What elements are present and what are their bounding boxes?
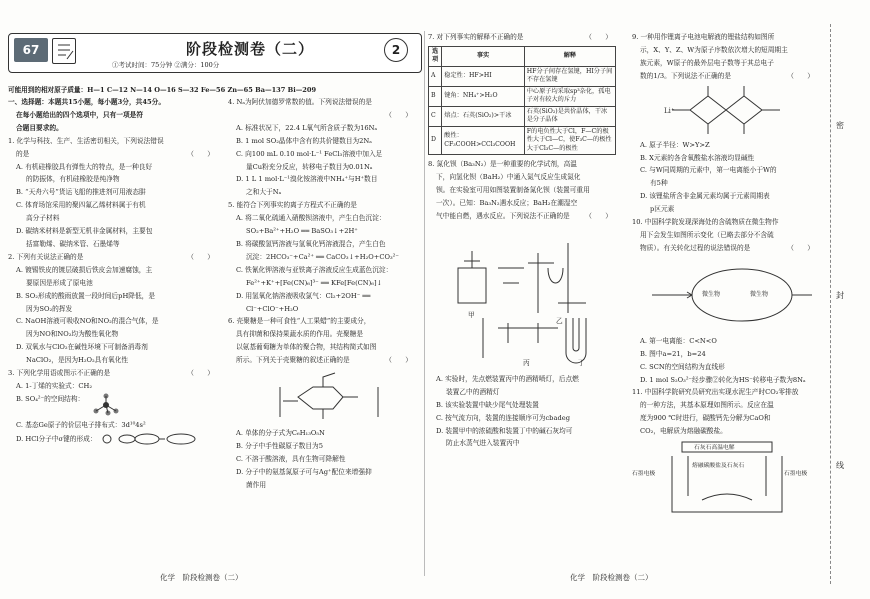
table-cell: 键角：NH₄⁺>H₂O xyxy=(442,86,524,106)
label-cell-left: 石墨电极 xyxy=(632,471,656,478)
exam-meta: ①考试时间：75分钟 ②满分：100分 xyxy=(112,61,220,69)
pen-paper-icon xyxy=(52,38,76,64)
footer-left: 化学 阶段检测卷（二） xyxy=(160,573,243,582)
option-8a: 装置乙中的酒精灯 xyxy=(446,387,500,396)
option-8b: B. 该实验装置中缺少尾气处理装置 xyxy=(436,400,539,409)
option-6b: B. 分子中手性碳原子数目为5 xyxy=(236,441,323,450)
column-1 xyxy=(8,96,220,446)
table-cell: 石英(SiO₂)是共价晶体，干冰是分子晶体 xyxy=(524,106,615,126)
question-11-stem: CO₂，电解质为熔融碳酸盐。 xyxy=(640,427,727,436)
option-1c: 高分子材料 xyxy=(26,214,60,223)
question-8-stem: 钡。在实验室可用如图装置制备氮化钡（装置可重用 xyxy=(436,186,590,195)
option-6c: C. 不溶于酸溶液，具有生物可降解性 xyxy=(236,454,346,463)
option-2d: D. 双氧水与ClO₂在碱性环境下可制备消毒剂 xyxy=(16,343,148,352)
option-2a: 要原因是形成了原电池 xyxy=(26,278,93,287)
label-yi: 乙 xyxy=(556,316,563,325)
question-6-stem: 所示。下列关于壳聚糖的叙述正确的是 （ ） xyxy=(236,356,412,365)
svg-text:Li⁺: Li⁺ xyxy=(664,106,675,115)
option-5c: Fe²⁺+K⁺+[Fe(CN)₆]³⁻ ══ KFe[Fe(CN)₆]↓ xyxy=(246,278,383,287)
option-9d: D. 该锂盐所含非金属元素均属于元素周期表 xyxy=(640,192,770,201)
question-3-stem: 3. 下列化学用语或图示不正确的是 （ ） xyxy=(8,369,214,378)
table-cell: B xyxy=(429,86,442,106)
question-1-stem: 的是 （ ） xyxy=(16,149,214,158)
option-5d: Cl⁻+ClO⁻+H₂O xyxy=(246,304,299,313)
table-row xyxy=(429,66,616,86)
binding-mark-3: 线 xyxy=(836,461,844,470)
binding-mark-1: 密 xyxy=(836,121,844,130)
table-cell: D xyxy=(429,126,442,155)
question-9-stem: 9. 一种用作锂离子电池电解液的锂盐结构如图所 xyxy=(632,33,775,41)
table-cell: HF分子间存在氢键，HI分子间不存在氢键 xyxy=(524,66,615,86)
footer-right: 化学 阶段检测卷（二） xyxy=(570,573,653,582)
option-2d: NaClO₂，是因为H₂O₂具有氧化性 xyxy=(26,356,129,365)
question-5-stem: 5. 能符合下列事实的离子方程式不正确的是 xyxy=(228,201,357,210)
volume-badge: 67 xyxy=(14,38,48,62)
option-4b: B. 1 mol SO₂晶体中含有的共价键数目为2Nₐ xyxy=(236,136,372,145)
question-6-stem: 以氨基葡萄糖为单体的聚合物，其结构简式如图 xyxy=(236,343,377,352)
label-microbe-1: 微生物 xyxy=(702,290,721,298)
section-heading: 一、选择题：本题共15小题，每小题3分，共45分。 xyxy=(8,98,166,106)
table-row xyxy=(429,106,616,126)
table-cell: C xyxy=(429,106,442,126)
table-row xyxy=(429,126,616,155)
option-2a: A. 镀锡铁皮的镀层破损后铁皮会加速腐蚀，主 xyxy=(16,265,153,274)
table-cell: 中心原子均采取sp³杂化，孤电子对有较大的斥力 xyxy=(524,86,615,106)
option-5a: SO₂+Ba²⁺+H₂O ══ BaSO₃↓+2H⁺ xyxy=(246,227,358,236)
apparatus-figure xyxy=(428,223,618,373)
option-1c: C. 体育场馆采用的聚四氟乙烯材料属于有机 xyxy=(16,201,146,210)
table-cell: F的电负性大于Cl，F—C的极性大于Cl—C，使F₃C—的极性大于Cl₃C—的极性 xyxy=(524,126,615,155)
question-9-stem: 数的1/3。下列说法不正确的是 （ ） xyxy=(640,71,814,80)
question-7-table xyxy=(428,46,616,156)
option-9c: C. 与W同周期的元素中，第一电离能小于W的 xyxy=(640,166,777,175)
option-3d: D. HCl分子中σ键的形成： xyxy=(8,432,220,446)
option-4a: A. 标准状况下，22.4 L氧气所含质子数为16Nₐ xyxy=(236,123,378,132)
label-ding: 丁 xyxy=(578,358,585,367)
lithium-salt-structure-figure xyxy=(632,83,820,139)
question-9-stem: 族元素，W原子的最外层电子数等于其总电子 xyxy=(640,58,774,67)
section-instruction: 在每小题给出的四个选项中，只有一项是符 xyxy=(16,110,144,119)
option-4c: C. 向100 mL 0.10 mol·L⁻¹ FeCl₃溶液中加入足 xyxy=(236,149,383,158)
option-5d: D. 用氢氧化钠溶液吸收氯气：Cl₂+2OH⁻ ══ xyxy=(236,291,371,300)
option-4d: 之和大于Nₐ xyxy=(246,188,282,197)
section-instruction: 合题目要求的。 xyxy=(16,123,63,132)
option-1a: 的防振体，有机硅橡胶是纯净物 xyxy=(26,175,120,184)
question-9-stem: 示，X、Y、Z、W为原子序数依次增大的短周期主 xyxy=(640,45,788,54)
option-10d: D. 1 mol S₂O₃²⁻经步骤②转化为HS⁻转移电子数为8Nₐ xyxy=(640,375,806,384)
option-1d: 括富勒烯、碳纳米管、石墨烯等 xyxy=(26,239,120,248)
table-header: 解释 xyxy=(524,46,615,66)
column-3 xyxy=(428,31,618,450)
option-2b: B. SO₂形成的酸雨放置一段时间后pH降低，是 xyxy=(16,291,156,300)
table-cell: 稳定性：HF>HI xyxy=(442,66,524,86)
option-10c: C. SCN的空间结构为直线形 xyxy=(640,362,725,371)
option-2c: C. NaOH溶液可吸收NO和NO₂的混合气体，是 xyxy=(16,317,159,326)
option-2b: 因为SO₂的挥发 xyxy=(26,304,73,313)
atomic-masses: 可能用到的相对原子质量：H—1 C—12 N—14 O—16 S—32 Fe—56 Zn—65 Ba—137 Bi—209 xyxy=(8,86,317,94)
option-1a: A. 有机硅橡胶具有弹性大的特点，是一种良好 xyxy=(16,162,153,171)
option-5b: B. 将碳酸氢钙溶液与氢氧化钙溶液混合，产生白色 xyxy=(236,239,386,248)
question-11-stem: 的一种方法，其基本原理如图所示。反应在温 xyxy=(640,401,774,410)
option-1b: B. “天舟六号”货运飞船的推进剂可用液态肼 xyxy=(16,188,146,197)
option-10a: A. 第一电离能：C<N<O xyxy=(640,336,717,345)
option-4d: D. 1 L 1 mol·L⁻¹溴化铵溶液中NH₄⁺与H⁺数目 xyxy=(236,175,378,184)
question-6-stem: 6. 壳聚糖是一种可食性“人工果蜡”的主要成分， xyxy=(228,317,371,326)
question-11-stem: 11. 中国科学院研究员研究出实现水泥生产时CO₂零排放 xyxy=(632,388,799,397)
chitosan-structure-figure xyxy=(228,367,418,427)
hcl-sigma-bond-figure xyxy=(99,432,219,446)
label-microbe-2: 微生物 xyxy=(750,290,769,298)
question-8-stem: 气中能自燃，遇水反应。下列说法不正确的是 （ ） xyxy=(436,212,612,221)
question-4-stem: 4. Nₐ为阿伏加德罗常数的值。下列说法错误的是 xyxy=(228,98,372,106)
option-3c: C. 基态Ge原子的价层电子排布式：3d¹⁰4s² xyxy=(16,420,146,429)
page-title: 阶段检测卷（二） xyxy=(185,40,314,58)
option-10b: B. 图中a=21，b=24 xyxy=(640,349,706,358)
option-3b: B. SO₄²⁻的空间结构： xyxy=(8,393,220,419)
question-10-stem: 10. 中国科学院发现深海处的含硫物质在微生物作 xyxy=(632,218,779,227)
column-divider xyxy=(424,31,425,576)
option-5c: C. 铁氰化钾溶液与亚铁离子溶液反应生成蓝色沉淀： xyxy=(236,265,393,274)
table-cell: A xyxy=(429,66,442,86)
label-cell-right: 石墨电极 xyxy=(784,471,808,478)
option-9d: p区元素 xyxy=(650,205,675,214)
sulfate-structure-figure xyxy=(86,393,126,417)
question-2-stem: 2. 下列有关说法正确的是 （ ） xyxy=(8,252,214,261)
label-cell-mid: 熔融碳酸盐及石灰石 xyxy=(692,463,745,470)
table-header: 事实 xyxy=(442,46,524,66)
option-6d: D. 分子中的氨基氮原子可与Ag⁺配位来增强抑 xyxy=(236,467,372,476)
question-4-paren: （ ） xyxy=(385,110,412,119)
option-4c: 量Cu粉充分反应，转移电子数目为0.01Nₐ xyxy=(246,162,373,171)
table-cell: 酸性：CF₃COOH>CCl₃COOH xyxy=(442,126,524,155)
option-6d: 菌作用 xyxy=(246,480,267,489)
option-5a: A. 将二氧化硫通入硝酸钡溶液中，产生白色沉淀： xyxy=(236,214,386,223)
question-8-stem: 8. 氮化钡（Ba₃N₂）是一种重要的化学试剂，高温 xyxy=(428,160,577,169)
electrolysis-cell-figure xyxy=(632,438,820,516)
column-4 xyxy=(632,31,820,516)
table-header: 选项 xyxy=(429,46,442,66)
option-9b: B. X元素的各含氧酸盐水溶液均显碱性 xyxy=(640,153,755,162)
option-3a: A. 1-丁烯的实验式：CH₂ xyxy=(16,381,93,390)
option-8a: A. 实验时，先点燃装置丙中的酒精喷灯，后点燃 xyxy=(436,374,579,383)
test-number: 2 xyxy=(384,38,408,62)
option-8d: 防止水蒸气进入装置丙中 xyxy=(446,439,520,448)
question-10-stem: 物质）。有关转化过程的说法错误的是 （ ） xyxy=(640,243,814,252)
question-11-stem: 度为900 ℃时进行，碳酸钙先分解为CaO和 xyxy=(640,414,771,423)
option-9a: A. 原子半径：W>Y>Z xyxy=(640,140,710,149)
binding-line xyxy=(830,24,832,584)
question-7-stem: 7. 对下列事实的解释不正确的是 （ ） xyxy=(428,33,612,41)
option-1d: D. 碳纳米材料是新型无机非金属材料，主要包 xyxy=(16,227,153,236)
option-6a: A. 单体的分子式为C₆H₁₃O₅N xyxy=(236,429,325,438)
option-5b: 沉淀：2HCO₃⁻+Ca²⁺ ══ CaCO₃↓+H₂O+CO₃²⁻ xyxy=(246,252,399,261)
question-8-stem: 一次）。已知：Ba₃N₂遇水反应；BaH₂在潮湿空 xyxy=(436,199,578,208)
option-2c: 因为NO和NO₂均为酸性氧化物 xyxy=(26,330,119,339)
option-8c: C. 按气流方向，装置的连接顺序可为cbadeg xyxy=(436,413,570,422)
table-row xyxy=(429,86,616,106)
option-8d: D. 装置甲中的浓硫酸和装置丁中的碱石灰均可 xyxy=(436,426,573,435)
question-1-stem: 1. 化学与科技、生产、生活密切相关，下列说法错误 xyxy=(8,136,164,145)
column-2 xyxy=(228,96,418,492)
label-jia: 甲 xyxy=(468,310,475,319)
question-8-stem: 下，向氢化钡（BaH₂）中通入氮气反应生成氮化 xyxy=(436,173,581,182)
question-10-stem: 用下会发生如图所示变化（已略去部分不含硫 xyxy=(640,230,774,239)
table-cell: 熔点：石英(SiO₂)>干冰 xyxy=(442,106,524,126)
label-bing: 丙 xyxy=(523,358,530,367)
option-9c: 有5种 xyxy=(650,179,668,188)
binding-mark-2: 封 xyxy=(836,291,844,300)
question-6-stem: 具有抑菌和保持果蔬水质的作用。壳聚糖是 xyxy=(236,330,364,339)
label-cell-top: 石灰石高温电解 xyxy=(694,445,735,452)
sulfur-cycle-figure xyxy=(632,255,820,335)
